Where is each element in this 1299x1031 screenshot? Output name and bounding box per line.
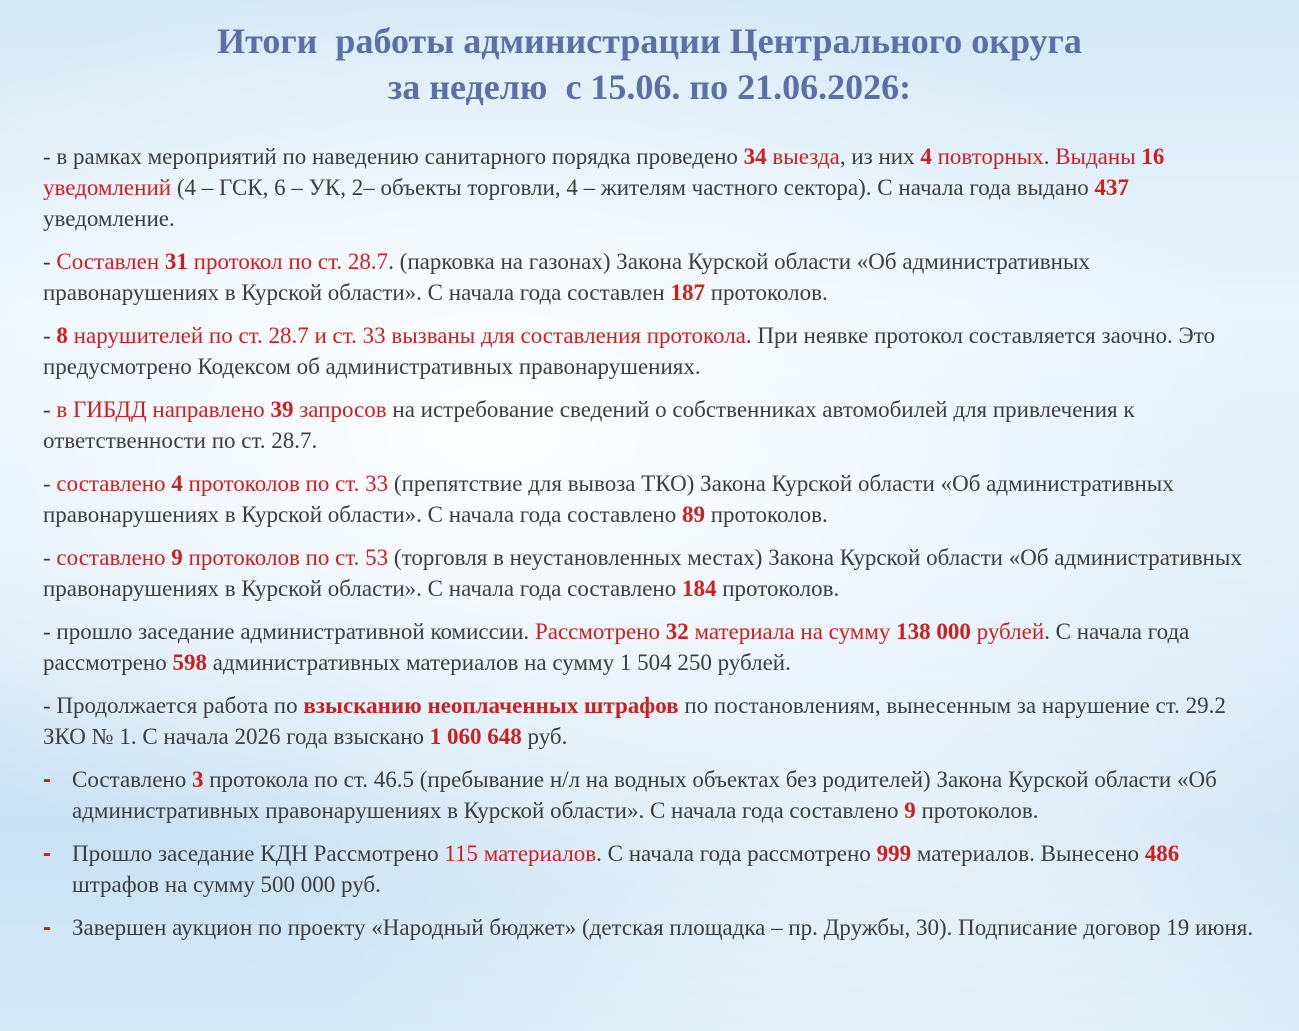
bullet-auction: - Завершен аукцион по проекту «Народный бюджет» (детская площадка – пр. Дружбы, 30). Подписание договор 19 июня.	[43, 914, 1254, 941]
paragraph-trade-protocols: - составлено 9 протоколов по ст. 53 (торговля в неустановленных местах) Закона Курской области «Об административных правонарушениях в Курской области». С начала года составлено 184 протоколов.	[43, 545, 1242, 601]
paragraph-gibdd-requests: - в ГИБДД направлено 39 запросов на истребование сведений о собственниках автомобилей для привлечения к ответственности по ст. 28.7.	[43, 397, 1135, 453]
paragraph-sanitary: - в рамках мероприятий по наведению санитарного порядка проведено 34 выезда, из них 4 повторных. Выданы 16 уведомлений (4 – ГСК, 6 – УК, 2– объекты торговли, 4 – жителям частного сектора). С начала года выдано 437 уведомление.	[43, 144, 1165, 231]
bullet-water-protocols: - Составлено 3 протокола по ст. 46.5 (пребывание н/л на водных объектах без родителей) Закона Курской области «Об административных правонарушениях в Курской области». С начала года составлено 9 протоколов.	[43, 766, 1217, 823]
paragraph-tko-protocols: - составлено 4 протоколов по ст. 33 (препятствие для вывоза ТКО) Закона Курской области «Об административных правонарушениях в Курской области». С начала года составлено 89 протоколов.	[43, 471, 1174, 527]
title-line-2: за неделю с 15.06. по 21.06.2026:	[387, 67, 912, 107]
bullet-dash-icon: -	[43, 766, 51, 793]
paragraph-parking-protocols: - Составлен 31 протокол по ст. 28.7. (парковка на газонах) Закона Курской области «Об административных правонарушениях в Курской области». С начала года составлен 187 протоколов.	[43, 249, 1090, 305]
paragraph-fines-collection: - Продолжается работа по взысканию неоплаченных штрафов по постановлениям, вынесенным за нарушение ст. 29.2 ЗКО № 1. С начала 2026 года взыскано 1 060 648 руб.	[43, 693, 1226, 749]
bullet-kdn-meeting: - Прошло заседание КДН Рассмотрено 115 материалов. С начала года рассмотрено 999 материалов. Вынесено 486 штрафов на сумму 500 000 руб.	[43, 840, 1180, 897]
report-body	[43, 141, 1263, 955]
slide-title	[0, 18, 1299, 110]
bullet-dash-icon: -	[43, 914, 51, 941]
title-line-1: Итоги работы администрации Центрального округа	[217, 21, 1082, 61]
paragraph-violators: - 8 нарушителей по ст. 28.7 и ст. 33 вызваны для составления протокола. При неявке протокол составляется заочно. Это предусмотрено Кодексом об административных правонарушениях.	[43, 323, 1215, 379]
bullet-dash-icon: -	[43, 840, 51, 867]
paragraph-admin-commission: - прошло заседание административной комиссии. Рассмотрено 32 материала на сумму 138 000 рублей. С начала года рассмотрено 598 административных материалов на сумму 1 504 250 рублей.	[43, 619, 1190, 675]
